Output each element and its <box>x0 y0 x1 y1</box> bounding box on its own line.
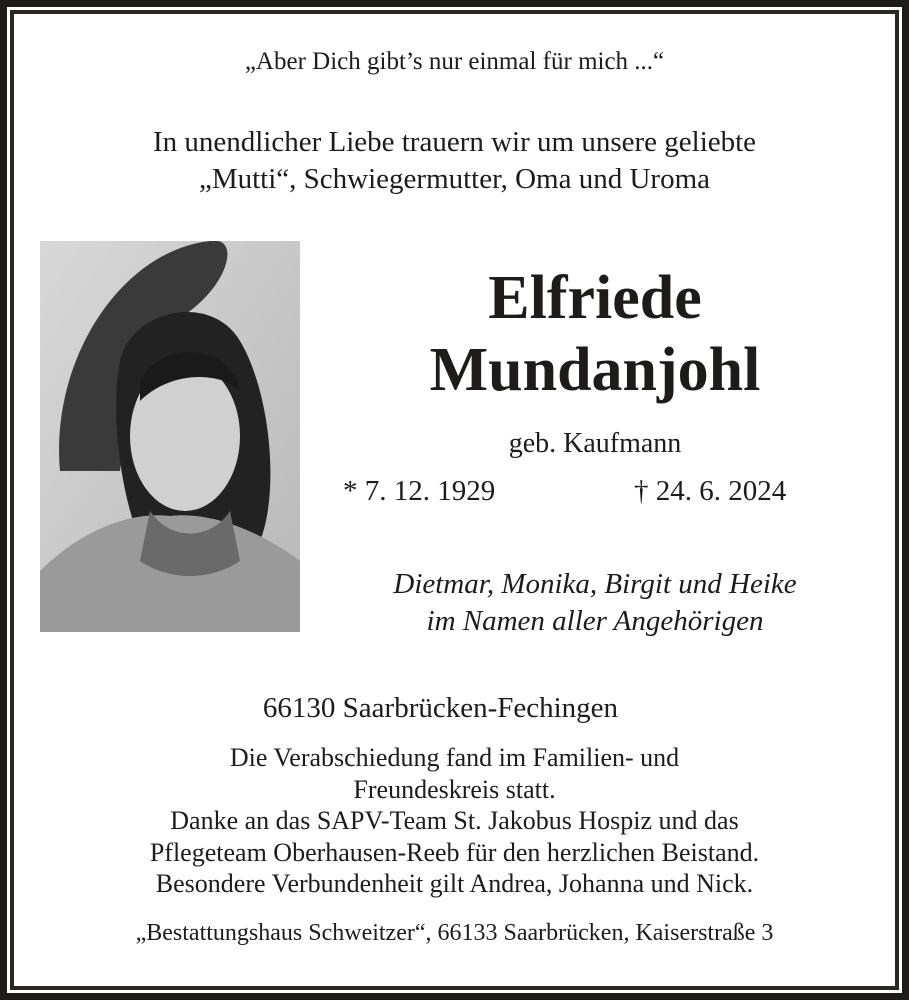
birth-name: geb. Kaufmann <box>508 428 682 459</box>
message-line: Danke an das SAPV-Team St. Jakobus Hospiz und das <box>170 806 739 835</box>
birth-date: * 7. 12. 1929 <box>343 475 496 507</box>
last-name: Mundanjohl <box>429 336 761 404</box>
message-line: Besondere Verbundenheit gilt Andrea, Johanna und Nick. <box>155 869 754 898</box>
message-line: Freundeskreis statt. <box>353 774 556 804</box>
family-signature <box>300 566 890 640</box>
portrait-photo <box>40 241 300 632</box>
funeral-home: „Bestattungshaus Schweitzer“, 66133 Saarbrücken, Kaiserstraße 3 <box>135 920 774 946</box>
death-date: † 24. 6. 2024 <box>634 475 787 507</box>
quote: „Aber Dich gibt’s nur einmal für mich ...“ <box>244 48 665 75</box>
first-name: Elfriede <box>488 264 702 332</box>
address: 66130 Saarbrücken-Fechingen <box>262 692 619 724</box>
message-line: Pflegeteam Oberhausen-Reeb für den herzlichen Beistand. <box>149 837 760 867</box>
family-line: Dietmar, Monika, Birgit und Heike <box>393 568 797 600</box>
intro-text <box>0 124 909 198</box>
deceased-name <box>300 262 890 406</box>
message <box>0 742 909 900</box>
intro-line: „Mutti“, Schwiegermutter, Oma und Uroma <box>198 163 711 195</box>
message-line: Die Verabschiedung fand im Familien- und <box>229 743 680 772</box>
intro-line: In unendlicher Liebe trauern wir um unsere geliebte <box>152 126 757 158</box>
family-line: im Namen aller Angehörigen <box>426 605 764 637</box>
